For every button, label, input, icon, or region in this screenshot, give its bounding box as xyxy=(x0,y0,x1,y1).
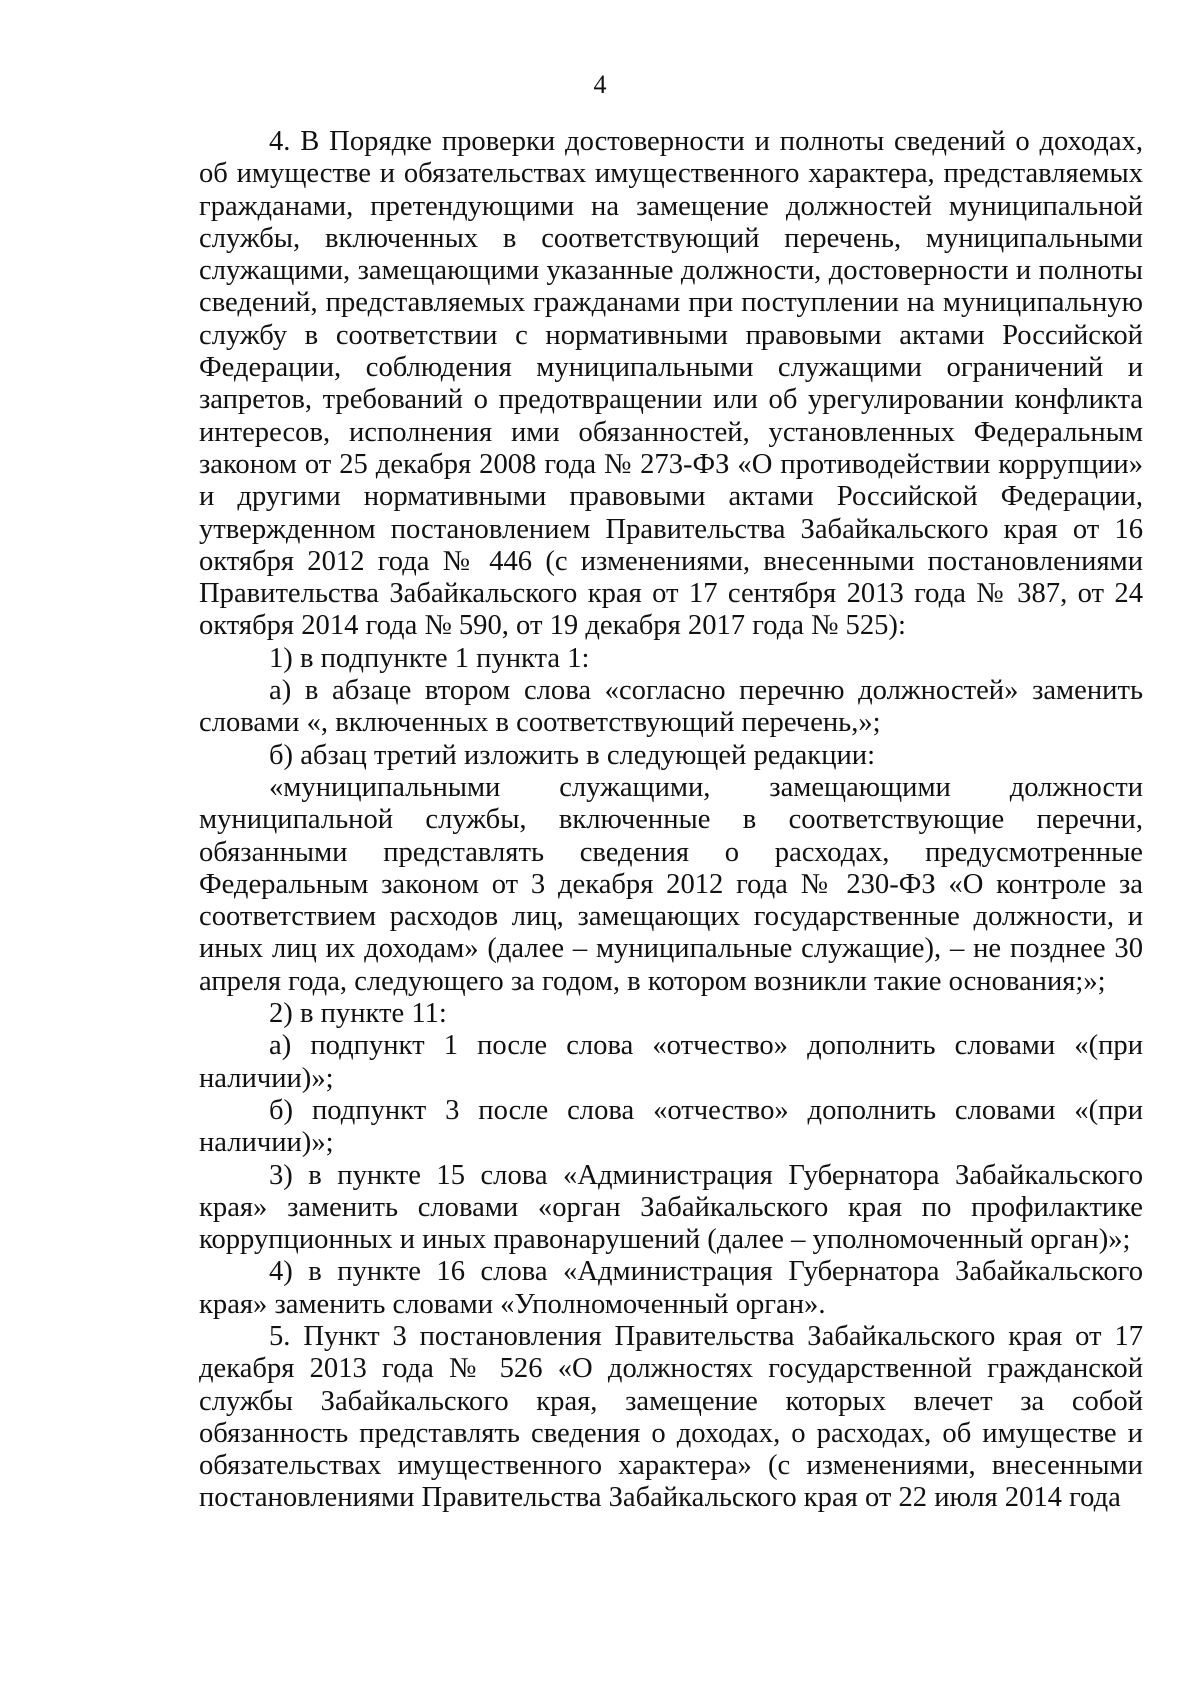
paragraph-item-5: 5. Пункт 3 постановления Правительства Забайкальского края от 17 декабря 2013 года № 526 «О должностях государственной гражданской службы Забайкальского края, замещение которых влечет за собой обязанность представлять сведения о доходах, о расходах, об имуществе и обязательствах имущественного характера» (с изменениями, внесенными постановлениями Правительства Забайкальского края от 22 июля 2014 года xyxy=(199,1320,1143,1514)
paragraph-subitem-1b: б) абзац третий изложить в следующей редакции: xyxy=(269,739,876,771)
paragraph-subitem-2b: б) подпункт 3 после слова «отчество» дополнить словами «(при наличии)»; xyxy=(199,1094,1143,1159)
paragraph-quoted-text: «муниципальными служащими, замещающими должности муниципальной службы, включенные в соответствующие перечни, обязанными представлять сведения о расходах, предусмотренные Федеральным законом от 3 декабря 2012 года № 230-ФЗ «О контроле за соответствием расходов лиц, замещающих государственные должности, и иных лиц их доходам» (далее – муниципальные служащие), – не позднее 30 апреля года, следующего за годом, в котором возникли такие основания;»; xyxy=(199,771,1143,997)
document-body xyxy=(199,126,1143,1515)
paragraph-subitem-4: 4) в пункте 16 слова «Администрация Губернатора Забайкальского края» заменить словами «Уполномоченный орган». xyxy=(199,1256,1143,1320)
paragraph-item-4: 4. В Порядке проверки достоверности и полноты сведений о доходах, об имуществе и обязательствах имущественного характера, представляемых гражданами, претендующими на замещение должностей муниципальной службы, включенных в соответствующий перечень, муниципальными служащими, замещающими указанные должности, достоверности и полноты сведений, представляемых гражданами при поступлении на муниципальную службу в соответствии с нормативными правовыми актами Российской Федерации, соблюдения муниципальными служащими ограничений и запретов, требований о предотвращении или об урегулировании конфликта интересов, исполнения ими обязанностей, установленных Федеральным законом от 25 декабря 2008 года № 273-ФЗ «О противодействии коррупции» и другими нормативными правовыми актами Российской Федерации, утвержденном постановлением Правительства Забайкальского края от 16 октября 2012 года № 446 (с изменениями, внесенными постановлениями Правительства Забайкальского края от 17 сентября 2013 года № 387, от 24 октября 2014 года № 590, от 19 декабря 2017 года № 525): xyxy=(199,126,1143,642)
page-number: 4 xyxy=(593,70,607,99)
paragraph-subitem-3: 3) в пункте 15 слова «Администрация Губернатора Забайкальского края» заменить словами «орган Забайкальского края по профилактике коррупционных и иных правонарушений (далее – уполномоченный орган)»; xyxy=(199,1159,1143,1256)
paragraph-subitem-1: 1) в подпункте 1 пункта 1: xyxy=(269,642,590,674)
paragraph-subitem-2a: а) подпункт 1 после слова «отчество» дополнить словами «(при наличии)»; xyxy=(199,1030,1143,1094)
paragraph-subitem-1a: а) в абзаце втором слова «согласно перечню должностей» заменить словами «, включенных в соответствующий перечень,»; xyxy=(199,675,1143,739)
paragraph-subitem-2: 2) в пункте 11: xyxy=(269,998,447,1030)
